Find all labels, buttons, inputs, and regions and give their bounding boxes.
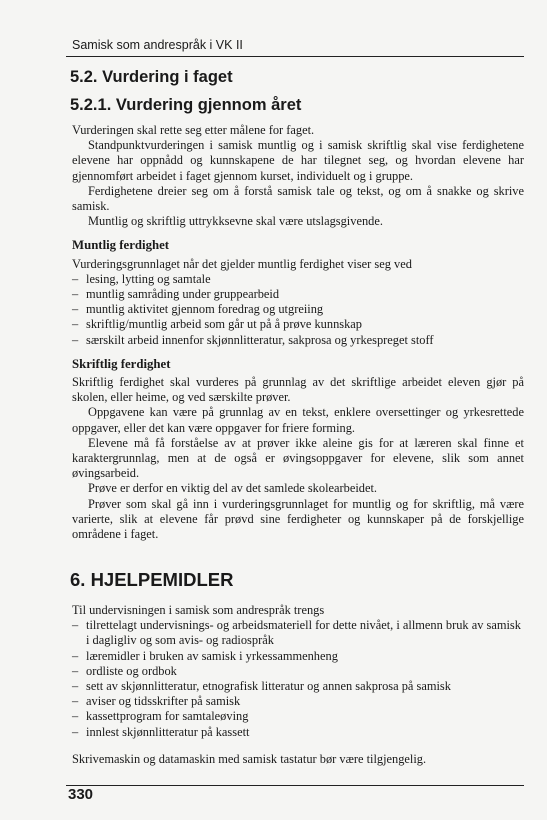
closing-sentence: Skrivemaskin og datamaskin med samisk tastatur bør være tilgjengelig. (72, 751, 427, 766)
section-6-intro: Til undervisningen i samisk som andrespråk trengs (72, 603, 325, 617)
body-text-6 (72, 603, 524, 767)
footer-rule (66, 785, 524, 786)
body-text-5-2-1 (72, 123, 524, 542)
list-item: – muntlig aktivitet gjennom foredrag og utgreiing (72, 302, 524, 317)
paragraph: Skriftlig ferdighet skal vurderes på grunnlag av det skriftlige arbeidet eleven gjør på skolen, eller heime, og ved særskilte prøver. (72, 375, 524, 405)
paragraph: Elevene må få forståelse av at prøver ikke aleine gis for at læreren skal finne et karaktergrunnlag, men at de også er øvingsoppgaver for elevene, slik som annet øvingsarbeid. (72, 435, 524, 481)
list-item: – særskilt arbeid innenfor skjønnlitteratur, sakprosa og yrkespreget stoff (72, 333, 524, 348)
list-item: – sett av skjønnlitteratur, etnografisk litteratur og annen sakprosa på samisk (72, 679, 524, 694)
paragraph: Standpunktvurderingen i samisk muntlig og i samisk skriftlig skal vise ferdighetene elevene har oppnådd og kunnskapene de har tilegnet seg, og hvordan elevene har gjennomført arbeidet i faget gjennom kurset, individuelt og i gruppe. (72, 138, 524, 183)
paragraph: Prøver som skal gå inn i vurderingsgrunnlaget for muntlig og for skriftlig, må være varierte, slik at elevene får prøvd sine ferdigheter og kunnskaper på de forskjellige områdene i faget. (72, 496, 524, 542)
section-6-title: 6. HJELPEMIDLER (70, 569, 234, 590)
muntlig-heading: Muntlig ferdighet (72, 238, 170, 253)
running-head: Samisk som andrespråk i VK II (72, 38, 243, 52)
list-item: – aviser og tidsskrifter på samisk (72, 694, 524, 709)
list-item: – muntlig samråding under gruppearbeid (72, 287, 524, 302)
list-item: – ordliste og ordbok (72, 664, 524, 679)
list-item: – kassettprogram for samtaleøving (72, 709, 524, 724)
paragraph: Prøve er derfor en viktig del av det samlede skolearbeidet. (88, 481, 378, 496)
hjelpemidler-list (72, 618, 524, 740)
paragraph: Oppgavene kan være på grunnlag av en tekst, enklere oversettinger og yrkesrettede oppgaver, eller det kan være oppgaver for friere forming. (72, 405, 524, 435)
muntlig-intro: Vurderingsgrunnlaget når det gjelder muntlig ferdighet viser seg ved (72, 256, 412, 271)
page-number: 330 (68, 786, 94, 803)
list-item: – skriftlig/muntlig arbeid som går ut på å prøve kunnskap (72, 317, 524, 332)
header-rule (66, 56, 524, 57)
list-item: – lesing, lytting og samtale (72, 272, 524, 287)
list-item: – læremidler i bruken av samisk i yrkessammenheng (72, 649, 524, 664)
section-5-2-title: 5.2. Vurdering i faget (70, 68, 233, 86)
list-item: – tilrettelagt undervisnings- og arbeidsmateriell for dette nivået, i allmenn bruk av samisk i dagligliv og som avis- og radiospråk (72, 618, 524, 648)
paragraph: Muntlig og skriftlig uttrykksevne skal være utslagsgivende. (88, 214, 383, 229)
paragraph: Vurderingen skal rette seg etter målene for faget. (72, 123, 315, 137)
section-5-2-1-title: 5.2.1. Vurdering gjennom året (70, 96, 302, 114)
muntlig-list (72, 272, 524, 348)
skriftlig-heading: Skriftlig ferdighet (72, 356, 171, 371)
list-item: – innlest skjønnlitteratur på kassett (72, 725, 524, 740)
paragraph: Ferdighetene dreier seg om å forstå samisk tale og tekst, og om å snakke og skrive samisk. (72, 183, 524, 214)
